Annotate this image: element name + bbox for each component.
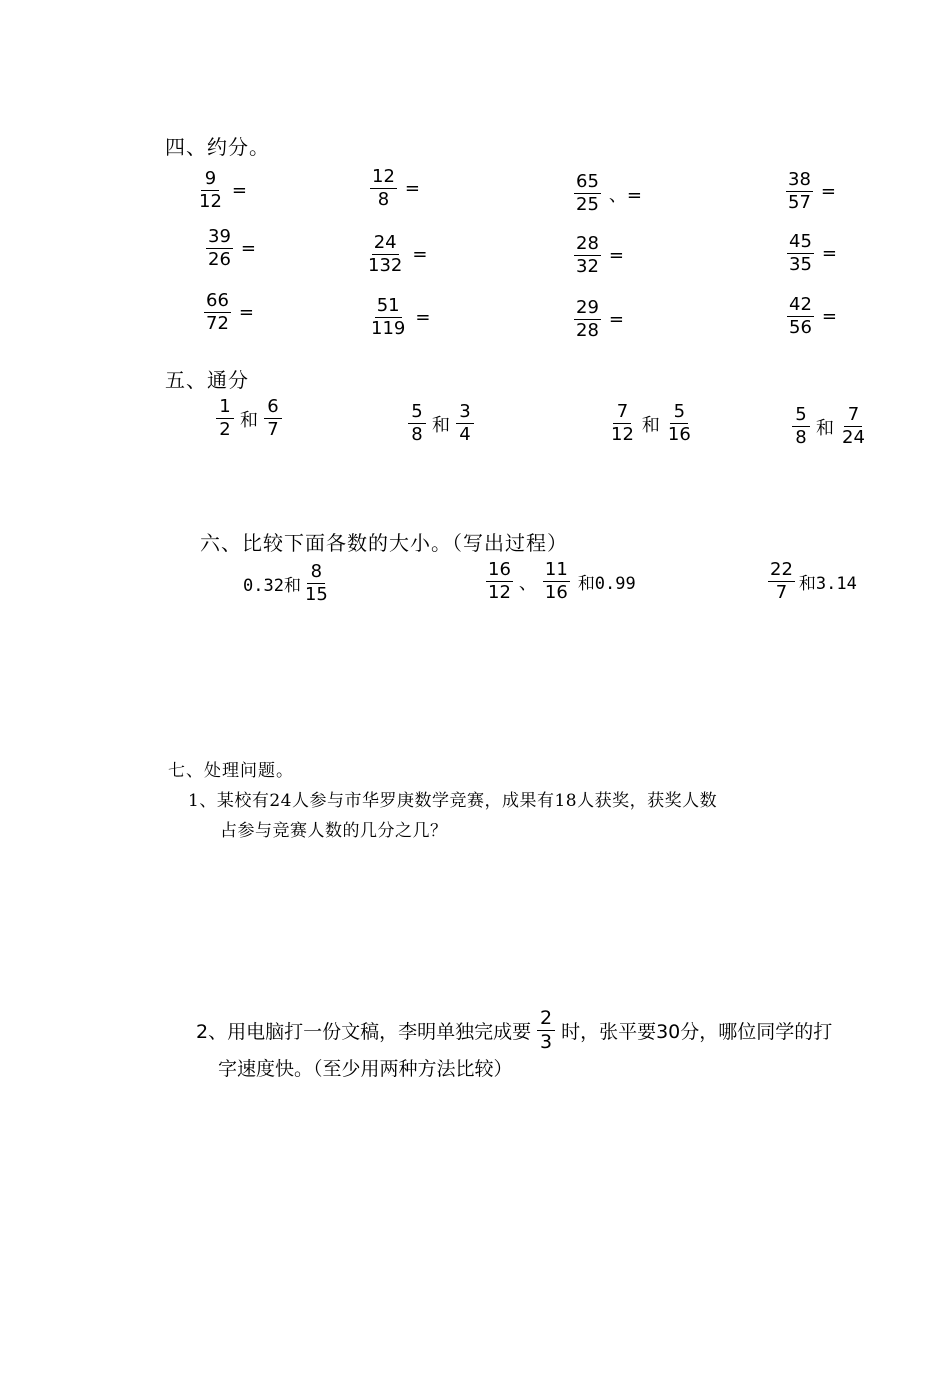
question-2-line-1 (196, 1009, 832, 1052)
fraction (840, 406, 867, 447)
denominator: 8 (377, 189, 390, 210)
reduce-item-3-3 (572, 299, 624, 340)
fraction (768, 561, 795, 602)
separator: 、 (518, 572, 537, 594)
denominator: 25 (576, 194, 599, 215)
numerator: 7 (613, 403, 631, 424)
denominator: 7 (775, 582, 788, 603)
reduce-item-1-4 (784, 171, 836, 212)
numerator: 9 (201, 170, 219, 191)
denominator: 72 (206, 313, 229, 334)
fraction (197, 170, 224, 211)
fraction (369, 297, 407, 338)
fraction (486, 561, 513, 602)
equals-sign: = (240, 238, 256, 259)
numerator: 45 (789, 231, 812, 252)
equals-sign: 、= (608, 184, 642, 206)
denominator: 26 (208, 249, 231, 270)
numerator: 2 (537, 1009, 555, 1031)
equals-sign: = (821, 306, 837, 327)
fraction (408, 403, 426, 444)
fraction (366, 234, 404, 275)
denominator: 132 (368, 255, 403, 276)
section5-title: 五、通分 (165, 368, 249, 392)
equals-sign: = (821, 243, 837, 264)
denominator: 8 (795, 427, 807, 448)
fraction (537, 1009, 555, 1052)
numerator: 3 (456, 403, 474, 424)
question-2-text: 2、用电脑打一份文稿，李明单独完成要 (196, 1021, 532, 1043)
equals-sign: = (404, 178, 420, 199)
question-2-text: 时，张平要30分，哪位同学的打 (561, 1021, 833, 1043)
reduce-item-3-2 (367, 297, 430, 338)
fraction (216, 398, 234, 439)
denominator: 16 (667, 424, 691, 445)
common-denominator-pair-1 (214, 398, 284, 439)
fraction (264, 398, 282, 439)
fraction (787, 233, 814, 274)
fraction (456, 403, 474, 444)
fraction (543, 561, 570, 602)
fraction (787, 296, 814, 337)
equals-sign: = (415, 307, 431, 328)
numerator: 7 (844, 406, 862, 427)
numerator: 5 (408, 403, 426, 424)
fraction (574, 235, 601, 276)
reduce-item-1-3 (572, 173, 642, 214)
denominator: 57 (788, 192, 811, 213)
numerator: 16 (488, 559, 511, 580)
numerator: 1 (216, 398, 234, 419)
numerator: 28 (576, 233, 599, 254)
numerator: 24 (373, 232, 397, 253)
section4-title: 四、约分。 (165, 135, 270, 159)
denominator: 15 (304, 584, 328, 605)
question-2-line-2: 字速度快。（至少用两种方法比较） (218, 1058, 513, 1080)
fraction (574, 299, 601, 340)
question-1-line-1: 1、某校有24人参与市华罗庚数学竞赛，成果有18人获奖，获奖人数 (188, 791, 718, 811)
denominator: 7 (267, 419, 279, 440)
denominator: 24 (842, 427, 865, 448)
fraction (792, 406, 810, 447)
compare-item-2 (484, 561, 636, 602)
reduce-item-2-3 (572, 235, 624, 276)
reduce-item-2-1 (204, 228, 256, 269)
comparison-text: 和3.14 (798, 574, 857, 594)
denominator: 56 (789, 317, 812, 338)
equals-sign: = (820, 181, 836, 202)
numerator: 12 (372, 166, 395, 187)
numerator: 11 (544, 559, 568, 580)
comparison-text: 和0.99 (577, 574, 636, 594)
denominator: 12 (199, 191, 222, 212)
question-1-line-2: 占参与竞赛人数的几分之几？ (220, 821, 448, 841)
numerator: 22 (770, 559, 793, 580)
section7-title: 七、处理问题。 (168, 761, 294, 781)
denominator: 35 (789, 254, 812, 275)
reduce-item-3-1 (202, 292, 254, 333)
connector-word: 和 (432, 414, 450, 436)
numerator: 65 (576, 171, 599, 192)
compare-item-1 (243, 563, 332, 604)
numerator: 6 (264, 398, 282, 419)
fraction (786, 171, 813, 212)
reduce-item-3-4 (785, 296, 837, 337)
numerator: 51 (376, 295, 400, 316)
equals-sign: = (608, 309, 624, 330)
common-denominator-pair-2 (406, 403, 476, 444)
numerator: 42 (789, 294, 812, 315)
denominator: 2 (219, 419, 231, 440)
fraction (206, 228, 233, 269)
numerator: 39 (208, 226, 231, 247)
denominator: 8 (411, 424, 423, 445)
denominator: 12 (611, 424, 634, 445)
equals-sign: = (608, 245, 624, 266)
fraction (303, 563, 330, 604)
reduce-item-2-2 (364, 234, 427, 275)
denominator: 3 (540, 1031, 553, 1053)
denominator: 4 (459, 424, 471, 445)
denominator: 32 (576, 256, 599, 277)
reduce-item-1-1 (195, 170, 247, 211)
denominator: 12 (488, 582, 511, 603)
denominator: 119 (371, 318, 406, 339)
compare-item-3 (766, 561, 857, 602)
numerator: 5 (792, 406, 810, 427)
fraction (204, 292, 231, 333)
fraction (609, 403, 636, 444)
connector-word: 和 (641, 414, 660, 436)
equals-sign: = (412, 244, 428, 265)
equals-sign: = (231, 180, 247, 201)
common-denominator-pair-4 (790, 406, 869, 447)
numerator: 66 (206, 290, 229, 311)
comparison-text: 0.32和 (243, 576, 301, 596)
denominator: 16 (544, 582, 568, 603)
fraction (574, 173, 601, 214)
connector-word: 和 (240, 409, 258, 431)
numerator: 38 (788, 169, 811, 190)
numerator: 5 (670, 403, 688, 424)
fraction (370, 168, 397, 209)
reduce-item-2-4 (785, 233, 837, 274)
numerator: 8 (307, 563, 325, 584)
fraction (666, 403, 693, 444)
common-denominator-pair-3 (607, 403, 695, 444)
section6-title: 六、比较下面各数的大小。（写出过程） (200, 531, 568, 555)
equals-sign: = (238, 302, 254, 323)
reduce-item-1-2 (368, 168, 420, 209)
denominator: 28 (576, 320, 599, 341)
numerator: 29 (576, 297, 599, 318)
connector-word: 和 (816, 417, 834, 439)
